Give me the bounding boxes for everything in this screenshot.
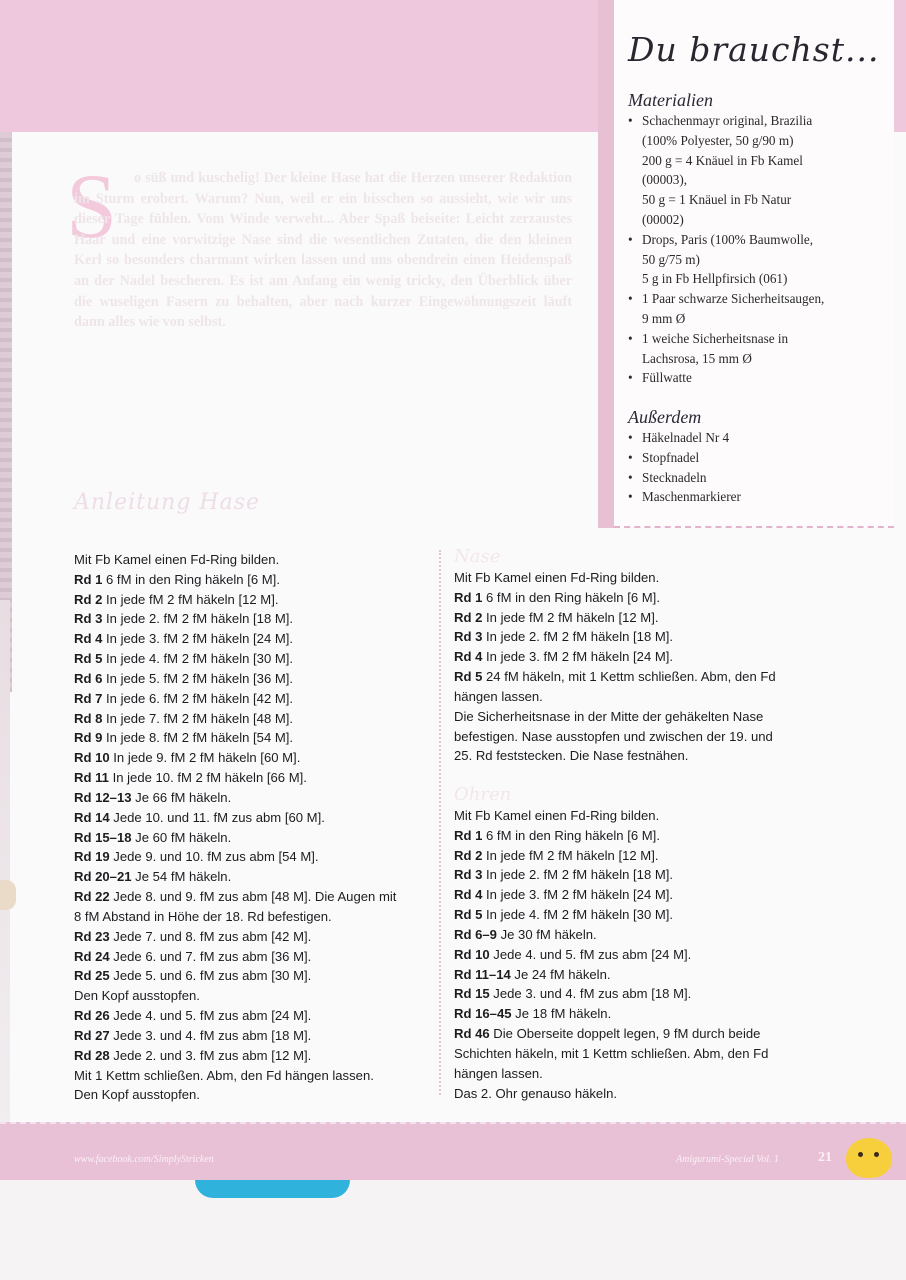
instruction-text: In jede 3. fM 2 fM häkeln [24 M]. <box>102 631 294 647</box>
instruction-line <box>74 709 396 729</box>
round-label: Rd 20–21 <box>74 869 132 885</box>
instruction-text: Jede 2. und 3. fM zus abm [12 M]. <box>109 1047 312 1063</box>
instruction-line <box>74 590 396 610</box>
instruction-line <box>74 629 396 649</box>
instruction-line <box>454 965 768 985</box>
round-label: Rd 24 <box>74 948 110 964</box>
round-label: Rd 9 <box>74 730 103 746</box>
instruction-text: 6 fM in den Ring häkeln [6 M]. <box>482 827 660 843</box>
instruction-text: Jede 3. und 4. fM zus abm [18 M]. <box>109 1027 312 1043</box>
instruction-text: 6 fM in den Ring häkeln [6 M]. <box>102 571 280 587</box>
page-number: 21 <box>818 1150 832 1165</box>
round-label: Rd 14 <box>74 809 110 825</box>
instruction-text: In jede 4. fM 2 fM häkeln [30 M]. <box>102 651 294 667</box>
round-label: Rd 6–9 <box>454 926 497 942</box>
instruction-line <box>454 608 776 628</box>
instruction-text: Mit Fb Kamel einen Fd-Ring bilden. <box>74 552 280 567</box>
instruction-line <box>454 905 768 925</box>
round-label: Rd 25 <box>74 968 110 984</box>
instruction-text: In jede 6. fM 2 fM häkeln [42 M]. <box>102 690 294 706</box>
instruction-line <box>454 588 776 608</box>
instruction-line <box>454 826 768 846</box>
round-label: Rd 3 <box>74 611 103 627</box>
column-divider <box>439 550 441 1095</box>
instruction-text: In jede 10. fM 2 fM häkeln [66 M]. <box>108 770 307 786</box>
instruction-text: In jede 8. fM 2 fM häkeln [54 M]. <box>102 730 294 746</box>
page-edge-strip-lower <box>0 600 10 1140</box>
instruction-text: In jede fM 2 fM häkeln [12 M]. <box>482 847 659 863</box>
round-label: Rd 2 <box>454 847 483 863</box>
instruction-text: hängen lassen. <box>454 1065 543 1081</box>
intro-dropcap: S <box>66 155 118 257</box>
instruction-line <box>74 808 396 828</box>
round-label: Rd 15–18 <box>74 829 132 845</box>
round-label: Rd 10 <box>454 946 490 962</box>
instruction-line <box>454 1064 768 1084</box>
round-label: Rd 2 <box>74 591 103 607</box>
instruction-text: Jede 5. und 6. fM zus abm [30 M]. <box>109 968 312 984</box>
instruction-text: befestigen. Nase ausstopfen und zwischen der 19. und <box>454 728 773 744</box>
instruction-text: In jede 2. fM 2 fM häkeln [18 M]. <box>102 611 294 627</box>
instruction-line <box>74 570 396 590</box>
round-label: Rd 27 <box>74 1027 110 1043</box>
instruction-text: 6 fM in den Ring häkeln [6 M]. <box>482 589 660 605</box>
footer-url: www.facebook.com/SimplyStricken <box>74 1154 214 1165</box>
instruction-line <box>454 806 768 826</box>
round-label: Rd 19 <box>74 849 110 865</box>
instruction-text: Je 24 fM häkeln. <box>510 966 611 982</box>
instruction-text: Jede 6. und 7. fM zus abm [36 M]. <box>109 948 312 964</box>
instruction-line <box>74 788 396 808</box>
round-label: Rd 12–13 <box>74 789 132 805</box>
instruction-line <box>74 550 396 570</box>
instruction-text: Das 2. Ohr genauso häkeln. <box>454 1085 618 1101</box>
instruction-text: In jede 9. fM 2 fM häkeln [60 M]. <box>109 750 301 766</box>
instruction-text: Mit Fb Kamel einen Fd-Ring bilden. <box>454 570 660 585</box>
instruction-line <box>454 865 768 885</box>
desk-surface <box>0 1180 906 1280</box>
instruction-line <box>74 828 396 848</box>
instruction-text: In jede fM 2 fM häkeln [12 M]. <box>482 609 659 625</box>
blue-object <box>195 1180 350 1198</box>
materials-list <box>628 111 824 388</box>
instruction-line <box>454 1084 768 1104</box>
round-label: Rd 11–14 <box>454 966 511 982</box>
instruction-line <box>454 925 768 945</box>
instruction-line <box>74 927 396 947</box>
round-label: Rd 10 <box>74 750 110 766</box>
section-heading: Anleitung Hase <box>74 490 261 515</box>
instruction-line <box>454 627 776 647</box>
instruction-line <box>454 687 776 707</box>
materials-heading: Materialien <box>628 90 713 110</box>
instruction-text: In jede 2. fM 2 fM häkeln [18 M]. <box>482 867 674 883</box>
edge-ornament <box>0 880 16 910</box>
instruction-text: Je 30 fM häkeln. <box>496 926 597 942</box>
instruction-text: Je 60 fM häkeln. <box>131 829 232 845</box>
instruction-text: Jede 3. und 4. fM zus abm [18 M]. <box>489 986 692 1002</box>
round-label: Rd 15 <box>454 986 490 1002</box>
instruction-text: In jede fM 2 fM häkeln [12 M]. <box>102 591 279 607</box>
instruction-line <box>74 669 396 689</box>
instruction-line <box>74 867 396 887</box>
instruction-line <box>454 1024 768 1044</box>
instruction-text: 25. Rd feststecken. Die Nase festnähen. <box>454 748 689 764</box>
instruction-text: In jede 3. fM 2 fM häkeln [24 M]. <box>482 649 674 665</box>
round-label: Rd 3 <box>454 629 483 645</box>
sidebar-title: Du brauchst... <box>628 30 880 69</box>
instruction-text: In jede 7. fM 2 fM häkeln [48 M]. <box>102 710 294 726</box>
instruction-line <box>74 728 396 748</box>
materials-item: • Schachenmayr original, Brazilia (100% Polyester, 50 g/90 m) 200 g = 4 Knäuel in Fb Kamel (00003), 50 g = 1 Knäuel in Fb Natur (00002) <box>628 111 824 230</box>
instruction-line <box>74 986 396 1006</box>
round-label: Rd 1 <box>74 571 103 587</box>
materials-item: • Drops, Paris (100% Baumwolle, 50 g/75 m) 5 g in Fb Hellpfirsich (061) <box>628 230 824 289</box>
instruction-text: Jede 7. und 8. fM zus abm [42 M]. <box>109 928 312 944</box>
round-label: Rd 8 <box>74 710 103 726</box>
instruction-line <box>454 1004 768 1024</box>
round-label: Rd 6 <box>74 670 103 686</box>
instruction-line <box>454 746 776 766</box>
round-label: Rd 3 <box>454 867 483 883</box>
nose-heading: Nase <box>454 546 501 567</box>
round-label: Rd 5 <box>74 651 103 667</box>
instruction-text: Jede 4. und 5. fM zus abm [24 M]. <box>109 1008 312 1024</box>
instruction-line <box>454 727 776 747</box>
materials-item: • 1 Paar schwarze Sicherheitsaugen, 9 mm Ø <box>628 289 824 329</box>
instruction-text: 24 fM häkeln, mit 1 Kettm schließen. Abm, den Fd <box>482 669 776 685</box>
extras-item: • Stopfnadel <box>628 448 741 468</box>
instruction-text: Schichten häkeln, mit 1 Kettm schließen. Abm, den Fd <box>454 1045 769 1061</box>
instruction-line <box>454 945 768 965</box>
round-label: Rd 23 <box>74 928 110 944</box>
round-label: Rd 46 <box>454 1026 490 1042</box>
instruction-line <box>74 1026 396 1046</box>
instruction-text: Je 54 fM häkeln. <box>131 869 232 885</box>
round-label: Rd 28 <box>74 1047 110 1063</box>
round-label: Rd 16–45 <box>454 1006 512 1022</box>
instruction-text: Je 66 fM häkeln. <box>131 789 232 805</box>
round-label: Rd 7 <box>74 690 103 706</box>
instruction-text: 8 fM Abstand in Höhe der 18. Rd befestigen. <box>74 908 332 924</box>
round-label: Rd 2 <box>454 609 483 625</box>
chick-icon <box>846 1138 892 1178</box>
extras-list <box>628 428 741 507</box>
instructions-head-column <box>74 550 396 1105</box>
instructions-ears-column <box>454 806 768 1103</box>
round-label: Rd 26 <box>74 1008 110 1024</box>
round-label: Rd 1 <box>454 827 483 843</box>
round-label: Rd 4 <box>74 631 103 647</box>
extras-item: • Häkelnadel Nr 4 <box>628 428 741 448</box>
instruction-text: Mit Fb Kamel einen Fd-Ring bilden. <box>454 808 660 823</box>
instruction-text: Je 18 fM häkeln. <box>511 1006 612 1022</box>
instruction-line <box>454 707 776 727</box>
instruction-text: Den Kopf ausstopfen. <box>74 988 200 1004</box>
instruction-line <box>74 1006 396 1026</box>
instruction-text: Jede 4. und 5. fM zus abm [24 M]. <box>489 946 692 962</box>
instruction-line <box>74 609 396 629</box>
instruction-text: In jede 2. fM 2 fM häkeln [18 M]. <box>482 629 674 645</box>
instruction-line <box>74 689 396 709</box>
instruction-line <box>74 887 396 907</box>
instruction-text: Die Oberseite doppelt legen, 9 fM durch beide <box>489 1026 761 1042</box>
instruction-line <box>454 667 776 687</box>
instruction-line <box>74 748 396 768</box>
instruction-line <box>74 1046 396 1066</box>
extras-heading: Außerdem <box>628 407 702 427</box>
intro-paragraph: o süß und kuschelig! Der kleine Hase hat die Herzen unserer Redaktion im Sturm erobert. Warum? Nun, weil er ein bisschen so aussieht, wie wir uns dieser Tage fühlen. Vom Winde verweht... Aber Spaß beiseite: Leicht zerzaustes Haar und eine vorwitzige Nase sind die wesentlichen Zutaten, die den kleinen Kerl so besonders charmant wirken lassen und uns obendrein einen Heidenspaß an der Nadel bescheren. Es ist am Anfang ein wenig tricky, den Überblick über die wuseligen Fasern zu behalten, aber nach kurzer Eingewöhnungszeit läuft dann alles wie von selbst. <box>74 170 572 331</box>
instruction-line <box>454 846 768 866</box>
instruction-line <box>454 984 768 1004</box>
round-label: Rd 4 <box>454 649 483 665</box>
materials-item: • 1 weiche Sicherheitsnase in Lachsrosa, 15 mm Ø <box>628 329 824 369</box>
instruction-line <box>454 568 776 588</box>
instruction-text: Jede 9. und 10. fM zus abm [54 M]. <box>109 849 319 865</box>
instruction-text: Jede 8. und 9. fM zus abm [48 M]. Die Augen mit <box>109 889 397 905</box>
instruction-line <box>454 1044 768 1064</box>
instruction-line <box>74 847 396 867</box>
round-label: Rd 4 <box>454 887 483 903</box>
instruction-line <box>74 1085 396 1105</box>
instruction-line <box>74 649 396 669</box>
round-label: Rd 5 <box>454 669 483 685</box>
instructions-nose-column <box>454 568 776 766</box>
round-label: Rd 1 <box>454 589 483 605</box>
instruction-line <box>74 966 396 986</box>
instruction-text: In jede 5. fM 2 fM häkeln [36 M]. <box>102 670 294 686</box>
instruction-line <box>74 768 396 788</box>
materials-item: • Füllwatte <box>628 368 824 388</box>
extras-item: • Maschenmarkierer <box>628 487 741 507</box>
instruction-text: Die Sicherheitsnase in der Mitte der gehäkelten Nase <box>454 708 764 724</box>
round-label: Rd 5 <box>454 907 483 923</box>
ears-heading: Ohren <box>454 784 512 805</box>
instruction-line <box>74 907 396 927</box>
instruction-line <box>454 647 776 667</box>
round-label: Rd 22 <box>74 889 110 905</box>
footer-band <box>0 1122 906 1182</box>
instruction-text: In jede 3. fM 2 fM häkeln [24 M]. <box>482 887 674 903</box>
instruction-text: Den Kopf ausstopfen. <box>74 1087 200 1103</box>
instruction-text: hängen lassen. <box>454 688 543 704</box>
instruction-text: Jede 10. und 11. fM zus abm [60 M]. <box>109 809 325 825</box>
instruction-line <box>454 885 768 905</box>
extras-item: • Stecknadeln <box>628 468 741 488</box>
instruction-text: In jede 4. fM 2 fM häkeln [30 M]. <box>482 907 674 923</box>
round-label: Rd 11 <box>74 770 109 786</box>
footer-magazine: Amigurumi-Special Vol. 1 <box>676 1154 780 1165</box>
instruction-text: Mit 1 Kettm schließen. Abm, den Fd hängen lassen. <box>74 1067 374 1083</box>
instruction-line <box>74 947 396 967</box>
instruction-line <box>74 1066 396 1086</box>
